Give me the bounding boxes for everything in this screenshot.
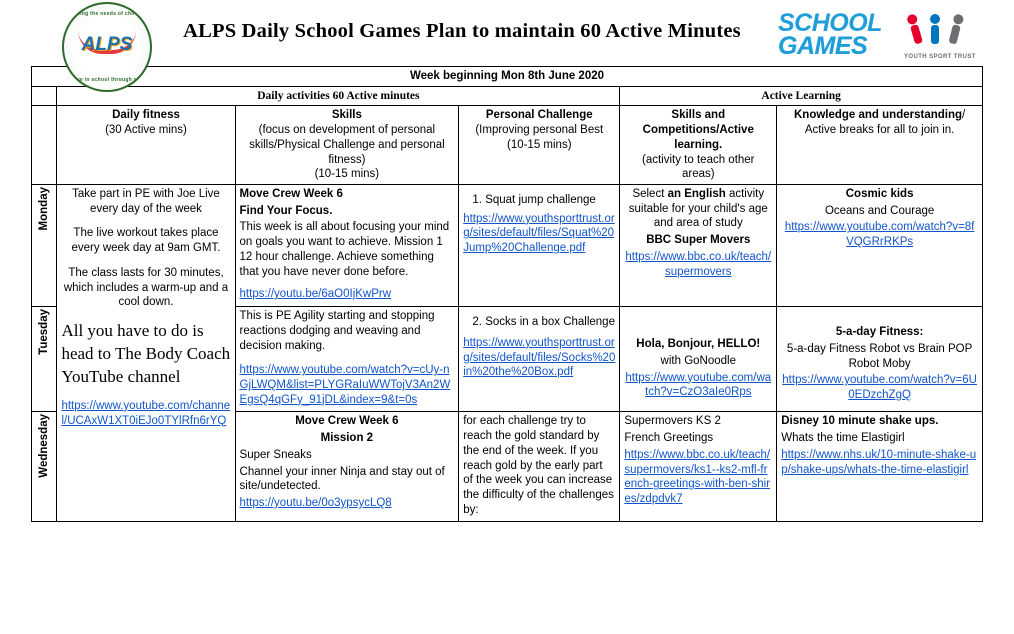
column-heading-skills-competitions	[620, 106, 777, 185]
skills-wednesday-body: Channel your inner Ninja and stay out of site/undetected.	[239, 465, 445, 493]
skills-monday-heading2: Find Your Focus.	[239, 204, 333, 217]
column-heading-skills-sub: (focus on development of personal skills/Physical Challenge and personal fitness)	[249, 124, 445, 166]
day-label-monday-text: Monday	[37, 187, 50, 231]
column-heading-skills	[235, 106, 459, 185]
cell-skills-wednesday	[235, 412, 459, 522]
day-label-monday	[32, 185, 57, 307]
active-monday-heading: BBC Super Movers	[646, 234, 751, 247]
section-heading-row	[32, 86, 983, 106]
personal-challenge-link-2[interactable]: https://www.youthsporttrust.org/sites/default/files/Socks%20in%20the%20Box.pdf	[463, 336, 616, 379]
page-title-wrap	[150, 20, 774, 43]
yst-figure-grey-icon	[946, 13, 967, 45]
section-spacer-cell	[32, 86, 57, 106]
cell-active-learning-wednesday	[620, 412, 777, 522]
active-wednesday-line1: Supermovers KS 2	[624, 415, 721, 428]
skills-wednesday-heading2: Mission 2	[320, 432, 374, 445]
knowledge-monday-heading: Cosmic kids	[845, 188, 914, 201]
section-daily-activities: Daily activities 60 Active minutes	[57, 86, 620, 106]
week-beginning-row	[32, 67, 983, 87]
school-games-logo-line2: GAMES	[778, 32, 868, 60]
knowledge-tuesday-sub: 5-a-day Fitness Robot vs Brain POP Robot Moby	[786, 342, 973, 370]
personal-challenge-link-1[interactable]: https://www.youthsporttrust.org/sites/default/files/Squat%20Jump%20Challenge.pdf	[463, 212, 615, 255]
column-heading-daily-fitness-title: Daily fitness	[112, 109, 180, 122]
active-monday-line1-bold: an English	[667, 188, 726, 201]
table-row-monday	[32, 185, 983, 307]
active-tuesday-sub: with GoNoodle	[660, 354, 736, 367]
week-beginning-cell: Week beginning Mon 8th June 2020	[32, 67, 983, 87]
cell-personal-challenge-tuesday	[459, 307, 620, 412]
column-heading-personal-title: Personal Challenge	[485, 109, 593, 122]
active-tuesday-heading: Hola, Bonjour, HELLO!	[636, 338, 761, 351]
knowledge-wednesday-heading: Disney 10 minute shake ups.	[781, 415, 939, 428]
personal-challenge-note: for each challenge try to reach the gold standard by the end of the week. If you reach gold by the early part of the week you can increase the difficulty of the challenges by:	[463, 415, 614, 516]
fitness-paragraph-2: The live workout takes place every week day at 9am GMT.	[71, 227, 221, 255]
yst-figure-red-icon	[904, 13, 926, 46]
active-wednesday-link[interactable]: https://www.bbc.co.uk/teach/supermovers/ks1--ks2-mfl-french-greetings-with-ben-shires/zdpdvk7	[624, 448, 771, 505]
column-heading-personal-challenge	[459, 106, 620, 185]
column-heading-knowledge-bold: Knowledge and understanding	[793, 109, 963, 122]
cell-skills-tuesday	[235, 307, 459, 412]
youth-sport-trust-logo	[902, 8, 998, 60]
knowledge-monday-link[interactable]: https://www.youtube.com/watch?v=8fVQGRrRKPs	[784, 221, 975, 249]
cell-knowledge-wednesday	[777, 412, 983, 522]
column-heading-knowledge	[777, 106, 983, 185]
list-item: 2. Socks in a box Challenge	[485, 315, 615, 330]
alps-logo-ring-top: meeting the needs of children	[67, 11, 147, 17]
column-heading-day	[32, 106, 57, 185]
column-heading-active-title: Skills and Competitions/Active learning.	[642, 109, 754, 151]
column-heading-row	[32, 106, 983, 185]
school-games-logo-line1: SCHOOL	[778, 9, 882, 37]
skills-wednesday-heading1: Move Crew Week 6	[295, 415, 399, 428]
column-heading-personal-sub2: (10-15 mins)	[506, 138, 572, 151]
active-monday-link[interactable]: https://www.bbc.co.uk/teach/supermovers	[625, 250, 772, 278]
active-tuesday-link[interactable]: https://www.youtube.com/watch?v=CzO3aIe0Rps	[625, 371, 772, 399]
cell-daily-fitness	[57, 185, 235, 522]
page-title: ALPS Daily School Games Plan to maintain 60 Active Minutes	[183, 20, 741, 42]
column-heading-skills-title: Skills	[331, 109, 362, 122]
active-wednesday-line2: French Greetings	[624, 432, 714, 445]
fitness-paragraph-3: The class lasts for 30 minutes, which includes a warm-up and a cool down.	[63, 266, 229, 309]
skills-wednesday-link[interactable]: https://youtu.be/0o3ypsycLQ8	[239, 496, 392, 509]
skills-tuesday-body: This is PE Agility starting and stopping reactions dodging and weaving and decision making.	[239, 310, 435, 352]
fitness-paragraph-4: All you have to do is head to The Body Coach YouTube channel	[61, 321, 231, 386]
skills-monday-heading1: Move Crew Week 6	[239, 188, 343, 201]
fitness-paragraph-1: Take part in PE with Joe Live every day of the week	[72, 188, 220, 215]
cell-personal-challenge-note	[459, 412, 620, 522]
knowledge-wednesday-sub: Whats the time Elastigirl	[781, 432, 905, 445]
column-heading-active-sub: (activity to teach other areas)	[642, 153, 755, 181]
section-active-learning: Active Learning	[620, 86, 983, 106]
yst-figure-blue-icon	[928, 14, 942, 44]
day-label-tuesday	[32, 307, 57, 412]
cell-active-learning-tuesday	[620, 307, 777, 412]
yst-figures-icon	[902, 8, 998, 44]
skills-tuesday-link[interactable]: https://www.youtube.com/watch?v=cUy-nGjLWQM&list=PLYGRaIuWWTojV3An2WEgsQ4qGFy_91jDL&index=9&t=0s	[239, 364, 451, 406]
personal-challenge-list-2	[463, 315, 615, 330]
skills-monday-link[interactable]: https://youtu.be/6aO0IjKwPrw	[239, 288, 392, 301]
cell-personal-challenge-monday	[459, 185, 620, 307]
school-games-logo	[778, 9, 896, 60]
knowledge-wednesday-link[interactable]: https://www.nhs.uk/10-minute-shake-up/shake-ups/whats-the-time-elastigirl	[781, 448, 977, 476]
column-heading-daily-fitness	[57, 106, 235, 185]
knowledge-tuesday-heading: 5-a-day Fitness:	[835, 326, 924, 339]
alps-logo-ring-bottom: Active in school through sport	[66, 77, 148, 83]
personal-challenge-list-1	[463, 193, 615, 208]
cell-skills-monday	[235, 185, 459, 307]
column-heading-daily-fitness-sub: (30 Active mins)	[105, 124, 187, 137]
active-monday-line1-post: activity suitable for your child's age and area of study	[628, 188, 768, 230]
knowledge-tuesday-link[interactable]: https://www.youtube.com/watch?v=6U0EDzchZgQ	[782, 374, 977, 401]
skills-monday-body: This week is all about focusing your mind on goals you want to achieve. Mission 1 12 hour challenge. Achieve something that you have never done before.	[239, 221, 450, 278]
alps-logo	[62, 2, 152, 92]
day-label-wednesday-text: Wednesday	[37, 414, 50, 479]
skills-wednesday-heading3: Super Sneaks	[239, 448, 312, 461]
alps-logo-letters: ALPS	[81, 34, 133, 55]
column-heading-skills-sub2: (10-15 mins)	[314, 168, 380, 181]
weekly-plan-table	[31, 66, 983, 522]
day-label-tuesday-text: Tuesday	[37, 309, 50, 355]
column-heading-personal-sub: (Improving personal Best	[475, 124, 604, 137]
list-item: 1. Squat jump challenge	[485, 193, 615, 208]
cell-knowledge-tuesday	[777, 307, 983, 412]
active-monday-line1-pre: Select	[632, 188, 668, 201]
day-label-wednesday	[32, 412, 57, 522]
active-monday-line1	[624, 187, 772, 231]
cell-active-learning-monday	[620, 185, 777, 307]
knowledge-monday-sub: Oceans and Courage	[824, 204, 935, 217]
cell-knowledge-monday	[777, 185, 983, 307]
fitness-youtube-link[interactable]: https://www.youtube.com/channel/UCAxW1XT0iEJo0TYlRfn6rYQ	[61, 399, 231, 427]
column-heading-knowledge-rest: / Active breaks for all to join in.	[804, 109, 966, 137]
yst-logo-text: YOUTH SPORT TRUST	[904, 54, 976, 60]
